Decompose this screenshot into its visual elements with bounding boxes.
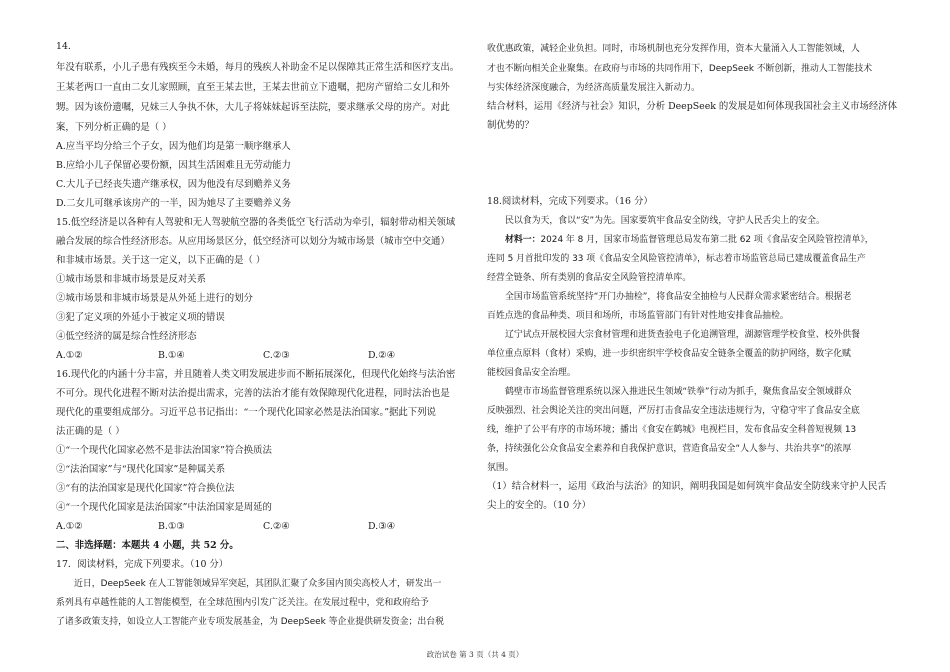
q17-material-line-6: 与实体经济深度融合，为经济高质量发展注入新动力。 <box>487 83 700 93</box>
q18-material-one-line-3: 经营全链条、所有类别的食品安全风险管控清单库。 <box>487 273 692 283</box>
q16-statement-1: ①“一个现代化国家必然不是非法治国家”符合换质法 <box>56 445 272 456</box>
q18-paragraph-4-line-4: 条，持续强化公众食品安全素养和自我保护意识，营造食品安全“人人参与、共治共享”的浓厚 <box>487 444 852 454</box>
q17-title: 17．阅读材料，完成下列要求。（10 分） <box>56 559 229 570</box>
q16-stem-line-4: 法正确的是（ ） <box>56 426 125 437</box>
q18-subquestion-1-line-2: 尖上的安全的。（10 分） <box>487 500 591 511</box>
q18-subquestion-1-line-1: （1）结合材料一，运用《政治与法治》的知识，阐明我国是如何筑牢食品安全防线来守护人民舌 <box>487 481 887 492</box>
q15-statement-3: ③犯了定义项的外延小于被定义项的错误 <box>56 312 225 323</box>
q17-question-line-2: 制优势的？ <box>487 120 534 131</box>
q15-statement-4: ④低空经济的属是综合性经济形态 <box>56 331 197 342</box>
q16-stem-line-2: 不可分。现代化进程不断对法治提出需求，完善的法治才能有效保障现代化进程，同时法治也是 <box>56 388 450 399</box>
q14-stem-line-1: 年没有联系，小儿子患有残疾至今未婚，每月的残疾人补助金不足以保障其正常生活和医疗支出。 <box>56 62 460 73</box>
q16-option-d: D.③④ <box>368 521 395 532</box>
q14-option-a: A.应当平均分给三个子女，因为他们均是第一顺序继承人 <box>56 141 291 152</box>
q17-material-line-3: 了诸多政策支持，如设立人工智能产业专项发展基金，为 DeepSeek 等企业提供研发资金；出台税 <box>56 617 444 627</box>
q17-material-line-2: 系列具有卓越性能的人工智能模型，在全球范围内引发广泛关注。在发展过程中，党和政府给予 <box>56 598 429 608</box>
q18-paragraph-4-line-5: 氛围。 <box>487 463 514 473</box>
q16-option-c: C.②④ <box>263 521 290 532</box>
q17-question-line-1: 结合材料，运用《经济与社会》知识，分析 DeepSeek 的发展是如何体现我国社会主义市场经济体 <box>487 101 898 112</box>
q18-title: 18.阅读材料，完成下列要求。（16 分） <box>487 196 653 207</box>
q16-option-b: B.①③ <box>158 521 185 532</box>
q15-statement-1: ①城市场景和非城市场景是反对关系 <box>56 274 207 285</box>
q14-stem-line-2: 王某老两口一直由二女儿家照顾，直至王某去世，王某去世前立下遗嘱，把房产留给二女儿和外 <box>56 82 450 93</box>
q18-material-one-line-2: 连同 5 月首批印发的 33 项《食品安全风险管控清单》，标志着市场监管总局已建成覆盖食品生产 <box>487 254 866 264</box>
q14-stem-line-3: 甥。因为该份遗嘱，兄妹三人争执不休，大儿子将妹妹起诉至法院，要求继承父母的房产。对此 <box>56 102 450 113</box>
q16-statement-3: ③“有的法治国家是现代化国家”符合换位法 <box>56 483 235 494</box>
q15-option-c: C.②③ <box>263 350 290 361</box>
q15-stem-line-3: 和非城市场景。关于这一定义，以下正确的是（ ） <box>56 255 266 266</box>
material-one-label: 材料一： <box>505 235 541 245</box>
q16-stem-line-1: 16.现代化的内涵十分丰富，并且随着人类文明发展进步而不断拓展深化，但现代化始终与法治密 <box>56 369 456 380</box>
q14-stem-line-4: 案，下列分析正确的是（ ） <box>56 122 172 133</box>
q15-option-d: D.②④ <box>368 350 395 361</box>
q18-paragraph-4-line-1: 鹤壁市市场监督管理系统以深入推进民生领域“铁拳”行动为抓手，聚焦食品安全领域群众 <box>505 387 852 397</box>
q18-paragraph-3-line-3: 能校园食品安全治理。 <box>487 368 576 378</box>
q15-option-b: B.①④ <box>158 350 185 361</box>
q15-stem-line-2: 融合发展的综合性经济形态。从应用场景区分，低空经济可以划分为城市场景（城市空中交通） <box>56 236 450 247</box>
q14-option-d: D.二女儿可继承该房产的一半，因为她尽了主要赡养义务 <box>56 198 292 209</box>
q17-material-line-5: 才也不断向相关企业聚集。在政府与市场的共同作用下，DeepSeek 不断创新，推动人工智能技术 <box>487 64 873 74</box>
q15-statement-2: ②城市场景和非城市场景是从外延上进行的划分 <box>56 293 253 304</box>
q17-material-line-4: 收优惠政策，减轻企业负担。同时，市场机制也充分发挥作用，资本大量涌入人工智能领域，人 <box>487 44 860 54</box>
q16-statement-2: ②“法治国家”与“现代化国家”是种属关系 <box>56 464 226 475</box>
q18-paragraph-4-line-2: 反映强烈、社会舆论关注的突出问题，严厉打击食品安全违法违规行为，守稳守牢了食品安全底 <box>487 406 860 416</box>
q18-paragraph-3-line-1: 辽宁试点开展校园大宗食材管理和进货查验电子化追溯管理，湖源管理学校食堂、校外供餐 <box>505 330 860 340</box>
q14-option-b: B.应给小儿子保留必要份额，因其生活困难且无劳动能力 <box>56 160 291 171</box>
q15-stem-line-1: 15.低空经济是以各种有人驾驶和无人驾驶航空器的各类低空飞行活动为牵引，辐射带动相关领域 <box>56 217 456 228</box>
q17-material-line-1: 近日，DeepSeek 在人工智能领域异军突起，其团队汇聚了众多国内顶尖高校人才，研发出一 <box>74 579 442 589</box>
q18-paragraph-2-line-1: 全国市场监管系统坚持“开门办抽检”，将食品安全抽检与人民群众需求紧密结合。根据老 <box>505 292 852 302</box>
q14-option-c: C.大儿子已经丧失遗产继承权，因为他没有尽到赡养义务 <box>56 179 291 190</box>
q16-stem-line-3: 现代化的重要组成部分。习近平总书记指出：“一个现代化国家必然是法治国家。”据此下列说 <box>56 407 436 418</box>
q18-intro: 民以食为天，食以“安”为先。国家要筑牢食品安全防线，守护人民舌尖上的安全。 <box>505 216 825 226</box>
page-footer: 政治试卷 第 3 页（共 4 页） <box>426 650 524 659</box>
q14-number: 14. <box>56 41 71 52</box>
q16-option-a: A.①② <box>56 521 83 532</box>
q15-option-a: A.①② <box>56 350 83 361</box>
q16-statement-4: ④“一个现代化国家是法治国家”中法治国家是周延的 <box>56 502 272 513</box>
q18-material-one-line-1 <box>505 234 874 246</box>
section-two-heading: 二、非选择题：本题共 4 小题，共 52 分。 <box>56 540 239 551</box>
material-one-text: 2024 年 8 月，国家市场监督管理总局发布第二批 62 项《食品安全风险管控清单》， <box>540 235 874 245</box>
q18-paragraph-2-line-2: 百姓点选的食品种类、项目和场所，市场监管部门有针对性地安排食品抽检。 <box>487 311 789 321</box>
q18-paragraph-4-line-3: 线，维护了公平有序的市场环境；播出《食安在鹤城》电视栏目，发布食品安全科普短视频 13 <box>487 425 857 435</box>
q18-paragraph-3-line-2: 单位重点原料（食材）采购，进一步织密织牢学校食品安全链条全覆盖的防护网络，数字化赋 <box>487 349 851 359</box>
